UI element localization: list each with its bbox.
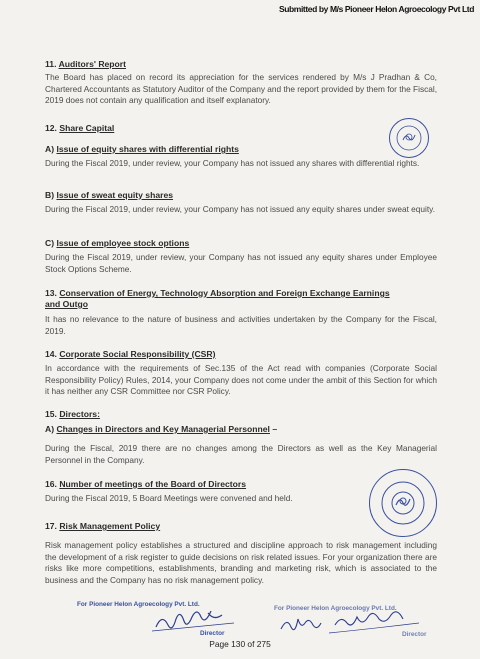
section-body: It has no relevance to the nature of business and activities undertaken by the Company for the Fiscal, 2019. xyxy=(45,314,437,336)
section-body: During the Fiscal, 2019 there are no changes among the Directors as well as the Key Managerial Personnel in the Company. xyxy=(45,443,437,465)
section-heading: A) Changes in Directors and Key Managerial Personnel – xyxy=(45,424,278,434)
section-heading: 15. Directors: xyxy=(45,409,100,419)
company-seal-large xyxy=(369,469,437,537)
section-heading: C) Issue of employee stock options xyxy=(45,238,190,248)
section-heading: 11. Auditors' Report xyxy=(45,59,127,69)
signature-left xyxy=(150,607,245,635)
section-body: Risk management policy establishes a structured and discipline approach to risk management including the development of a risk register to guide decisions on risk related issues. For your organization there are risks like more competitions, establishments, branding and marketing risk, which is associated to the business and the Company has no risk management policy. xyxy=(45,540,437,585)
section-15 xyxy=(45,409,100,419)
stamp-right-role: Director xyxy=(402,631,427,638)
section-16 xyxy=(45,479,365,505)
section-heading: 14. Corporate Social Responsibility (CSR) xyxy=(45,349,216,359)
stamp-right-company: For Pioneer Helon Agroecology Pvt. Ltd. xyxy=(274,605,397,612)
section-13 xyxy=(45,288,437,337)
submission-banner: Submitted by M/s Pioneer Helon Agroecology Pvt Ltd xyxy=(278,4,474,14)
section-body: In accordance with the requirements of Sec.135 of the Act read with companies (Corporate Social Responsibility Policy) Rules, 2014, your Company does not come under the ambit of this Section for which it has neither any CSR Committee nor CSR Policy. xyxy=(45,363,437,397)
section-body: During the Fiscal 2019, under review, your Company has not issued any shares with differential rights. xyxy=(45,158,420,168)
section-heading: A) Issue of equity shares with differential rights xyxy=(45,144,239,154)
stamp-left-company: For Pioneer Helon Agroecology Pvt. Ltd. xyxy=(77,601,200,608)
section-heading: 16. Number of meetings of the Board of Directors xyxy=(45,479,247,489)
section-heading: 17. Risk Management Policy xyxy=(45,521,161,531)
section-body: The Board has placed on record its appreciation for the services rendered by M/s J Pradhan & Co, Chartered Accountants as Statutory Auditor of the Company and the report provided by them for the Fiscal, 2019 does not contain any qualification and itself explanatory. xyxy=(45,72,438,106)
section-14 xyxy=(45,349,437,398)
section-body: During the Fiscal 2019, under review, your Company has not issued any equity shares under Employee Stock Options Scheme. xyxy=(45,252,437,274)
section-heading: B) Issue of sweat equity shares xyxy=(45,190,174,200)
seal-emblem-icon xyxy=(370,470,436,536)
section-body: During the Fiscal 2019, under review, your Company has not issued any equity shares under sweat equity. xyxy=(45,204,436,214)
section-12-a xyxy=(45,144,425,170)
section-15-a xyxy=(45,424,437,466)
section-12-b xyxy=(45,190,435,216)
section-12-c xyxy=(45,238,437,275)
page-number: Page 130 of 275 xyxy=(209,639,271,649)
seal-emblem-icon xyxy=(390,119,428,157)
stamp-left-role: Director xyxy=(200,630,225,637)
section-12 xyxy=(45,123,114,133)
section-heading: 13. Conservation of Energy, Technology Absorption and Foreign Exchange Earnings and Outgo xyxy=(45,288,390,309)
section-11 xyxy=(45,59,437,107)
section-body: During the Fiscal 2019, 5 Board Meetings were convened and held. xyxy=(45,493,293,503)
company-seal-small xyxy=(389,118,429,158)
section-heading: 12. Share Capital xyxy=(45,123,115,133)
